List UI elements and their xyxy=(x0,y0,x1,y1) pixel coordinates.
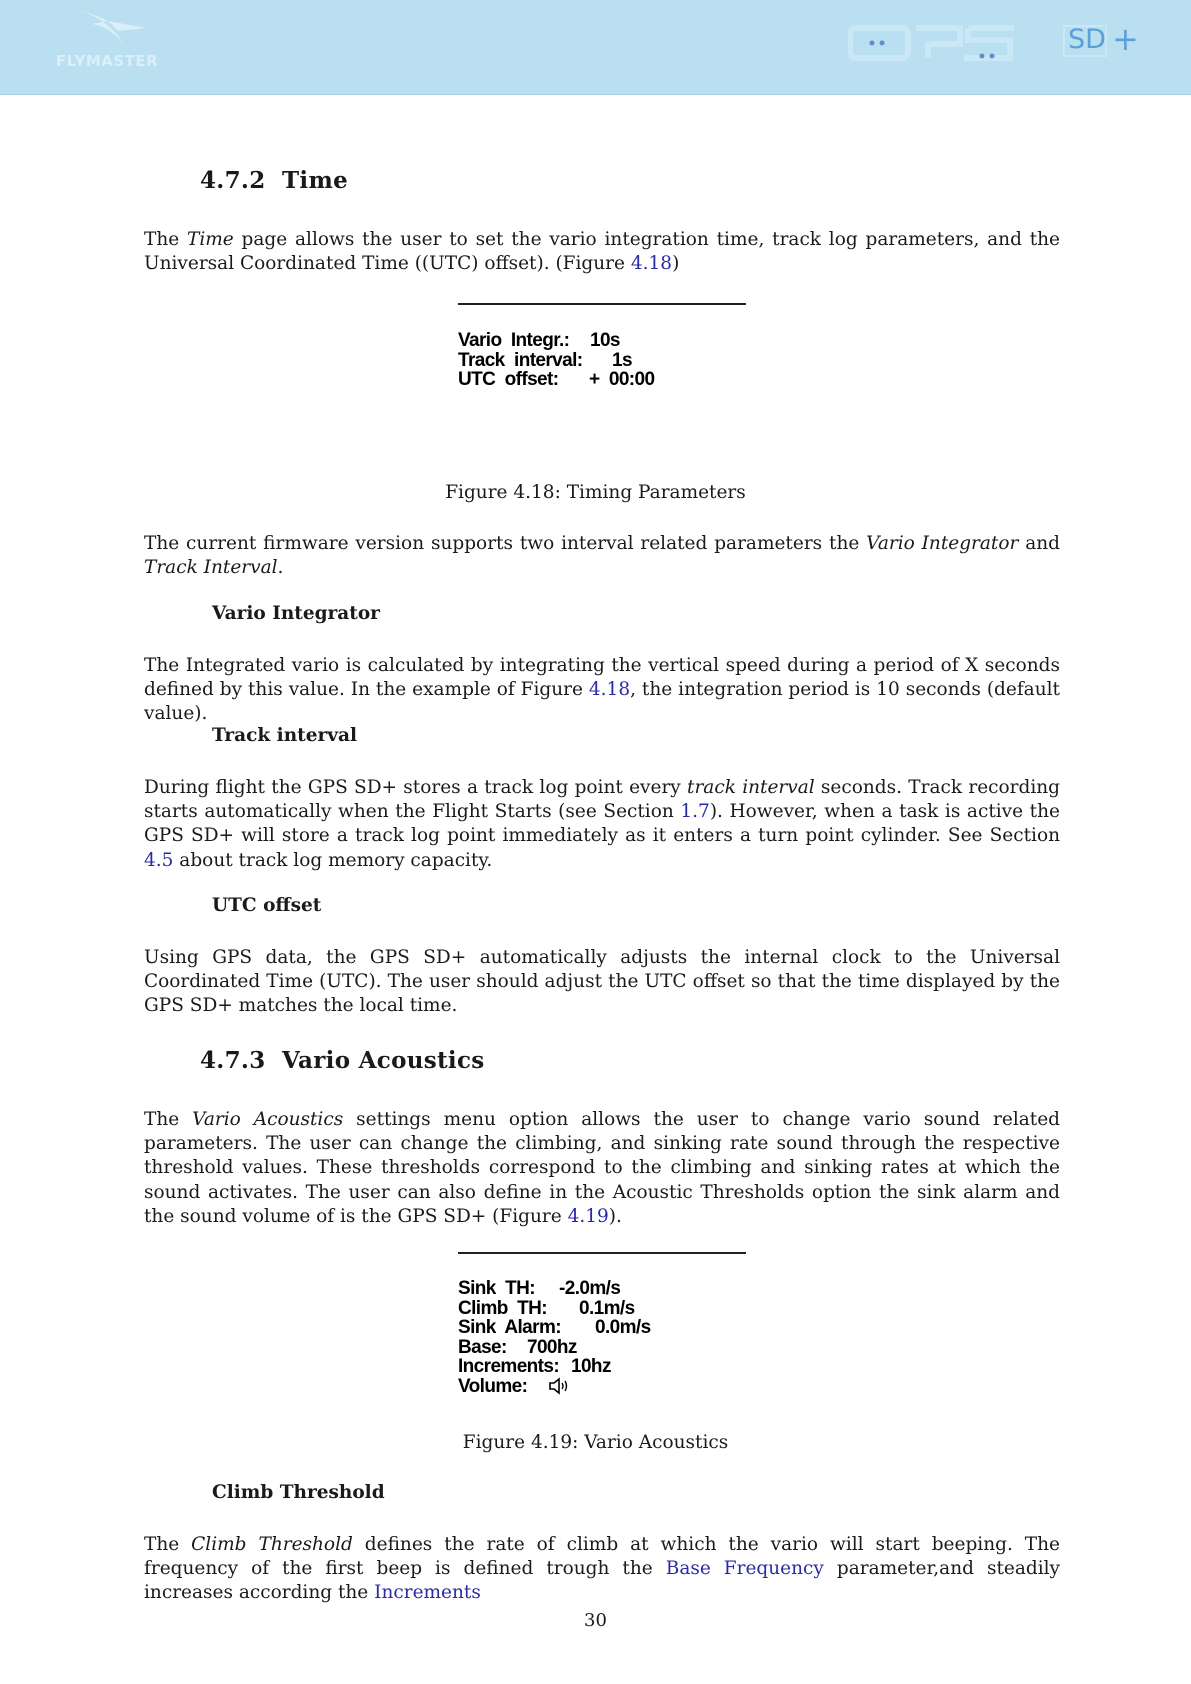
screen-label: Base: xyxy=(458,1336,507,1358)
screen-label: Sink TH: xyxy=(458,1278,535,1299)
screen-label: Track interval: xyxy=(458,349,583,371)
section-number: 4.7.3 xyxy=(200,1047,266,1074)
figure-rule xyxy=(458,1252,746,1254)
emphasis: Vario Integrator xyxy=(866,533,1019,554)
screen-label: Climb TH: xyxy=(458,1297,547,1319)
screen-line xyxy=(458,1377,651,1397)
section-title: Vario Acoustics xyxy=(282,1047,485,1074)
vario-integrator-paragraph xyxy=(144,654,1060,727)
page-number: 30 xyxy=(584,1610,607,1631)
text-run: ). However, when a task is active the GPS SD+ will store a track log point immediately as it enters a turn point cylinder. See Section xyxy=(144,801,1060,847)
screen-label: Vario Integr.: xyxy=(458,330,570,351)
text-run: ). xyxy=(608,1205,622,1227)
screen-line xyxy=(458,1299,651,1319)
figure-ref-link[interactable]: 4.19 xyxy=(567,1205,609,1227)
logo-gps-text xyxy=(848,20,849,21)
screen-line xyxy=(458,331,654,351)
text-run: The current firmware version supports two interval related parameters the xyxy=(144,533,867,554)
screen-label: Volume: xyxy=(458,1375,528,1397)
header-banner xyxy=(0,0,1191,95)
text-run: The xyxy=(144,229,187,250)
interval-params-paragraph xyxy=(144,532,1060,580)
text-run: defines the rate of climb at which the vario will start beeping. The frequency of the first beep is defined trough the xyxy=(144,1534,1061,1580)
timing-parameters-screen xyxy=(458,331,654,390)
screen-line xyxy=(458,1357,651,1377)
screen-value: 700hz xyxy=(527,1336,577,1358)
emphasis: Climb Threshold xyxy=(191,1534,353,1555)
text-run: The xyxy=(144,1109,193,1130)
flymaster-wordmark: FLYMASTER xyxy=(56,52,159,70)
text-run: , the integration period is 10 seconds (default value). xyxy=(144,679,1060,725)
figure-caption: Figure 4.19: Vario Acoustics xyxy=(462,1432,729,1453)
screen-line xyxy=(458,1279,651,1299)
emphasis: Time xyxy=(187,229,234,250)
text-run: ) xyxy=(672,253,680,275)
screen-label: Increments: xyxy=(458,1356,560,1377)
text-run: settings menu option allows the user to change vario sound related parameters. The user can change the climbing, and sinking rate sound through the respective threshold values. These thresholds correspond to the climbing and sinking rates at which the sound activates. The user can also define in the Acoustic Thresholds option the sink alarm and the sound volume of is the GPS SD+ (Figure xyxy=(144,1109,1060,1227)
figure-rule xyxy=(458,303,746,305)
text-run: The Integrated vario is calculated by integrating the vertical speed during a period of X seconds defined by this value. In the example of Figure xyxy=(144,655,1060,701)
figure-caption: Figure 4.18: Timing Parameters xyxy=(445,482,746,503)
screen-line xyxy=(458,351,654,371)
time-intro-paragraph xyxy=(144,228,1060,276)
track-interval-paragraph xyxy=(144,776,1060,873)
figure-ref-link[interactable]: 4.18 xyxy=(630,253,673,275)
subheading-climb-threshold: Climb Threshold xyxy=(212,1482,385,1503)
screen-value: 10s xyxy=(590,330,620,351)
text-run: The xyxy=(144,1534,192,1555)
text-run: . xyxy=(277,557,284,579)
logo-sd-text: SD xyxy=(1068,24,1106,55)
screen-line xyxy=(458,370,654,390)
vario-acoustics-intro-paragraph xyxy=(144,1108,1060,1229)
section-heading-vario-acoustics xyxy=(200,1047,485,1074)
screen-label: Sink Alarm: xyxy=(458,1317,561,1338)
speaker-icon xyxy=(548,1377,570,1395)
logo-plus-text: + xyxy=(1112,20,1139,58)
text-run: parameter,and steadily increases according the xyxy=(144,1558,1060,1604)
screen-value: 0.0m/s xyxy=(595,1317,651,1338)
flymaster-logo xyxy=(56,4,176,70)
screen-value: 10hz xyxy=(571,1356,611,1377)
screen-value: 0.1m/s xyxy=(579,1297,635,1319)
text-run: seconds. Track recording starts automatically when the Flight Starts (see Section xyxy=(144,777,1060,823)
text-run: page allows the user to set the vario integration time, track log parameters, and the Universal Coordinated Time ((UTC) offset). (Figure xyxy=(144,229,1060,275)
section-ref-link[interactable]: 1.7 xyxy=(680,801,710,823)
emphasis: Track Interval xyxy=(144,557,278,579)
screen-line xyxy=(458,1318,651,1338)
flymaster-wing-icon xyxy=(56,4,156,54)
screen-value: 1s xyxy=(612,349,632,371)
text-run: During flight the GPS SD+ stores a track log point every xyxy=(144,777,688,798)
utc-offset-paragraph: Using GPS data, the GPS SD+ automatically adjusts the internal clock to the Universal Coordinated Time (UTC). The user should adjust the UTC offset so that the time displayed by the GPS SD+ matches the local time. xyxy=(144,947,1060,1017)
gps-sd-plus-logo xyxy=(848,20,1138,70)
section-number: 4.7.2 xyxy=(200,167,266,194)
text-run: and xyxy=(1018,533,1060,554)
subheading-vario-integrator: Vario Integrator xyxy=(212,603,380,624)
screen-line xyxy=(458,1338,651,1358)
subheading-utc-offset: UTC offset xyxy=(212,895,322,916)
section-title: Time xyxy=(282,167,349,194)
climb-threshold-paragraph xyxy=(144,1533,1060,1606)
emphasis: Vario Acoustics xyxy=(192,1109,344,1130)
text-run: about track log memory capacity. xyxy=(173,849,493,871)
subheading-track-interval: Track interval xyxy=(212,725,357,746)
screen-value: + 00:00 xyxy=(589,369,655,390)
increments-link[interactable]: Increments xyxy=(374,1582,481,1604)
emphasis: track interval xyxy=(687,777,815,798)
figure-ref-link[interactable]: 4.18 xyxy=(588,679,631,701)
screen-label: UTC offset: xyxy=(458,369,559,390)
base-frequency-link[interactable]: Base Frequency xyxy=(665,1558,824,1580)
vario-acoustics-screen xyxy=(458,1279,651,1396)
screen-value: -2.0m/s xyxy=(559,1278,621,1299)
section-heading-time xyxy=(200,167,348,194)
section-ref-link[interactable]: 4.5 xyxy=(144,849,174,871)
